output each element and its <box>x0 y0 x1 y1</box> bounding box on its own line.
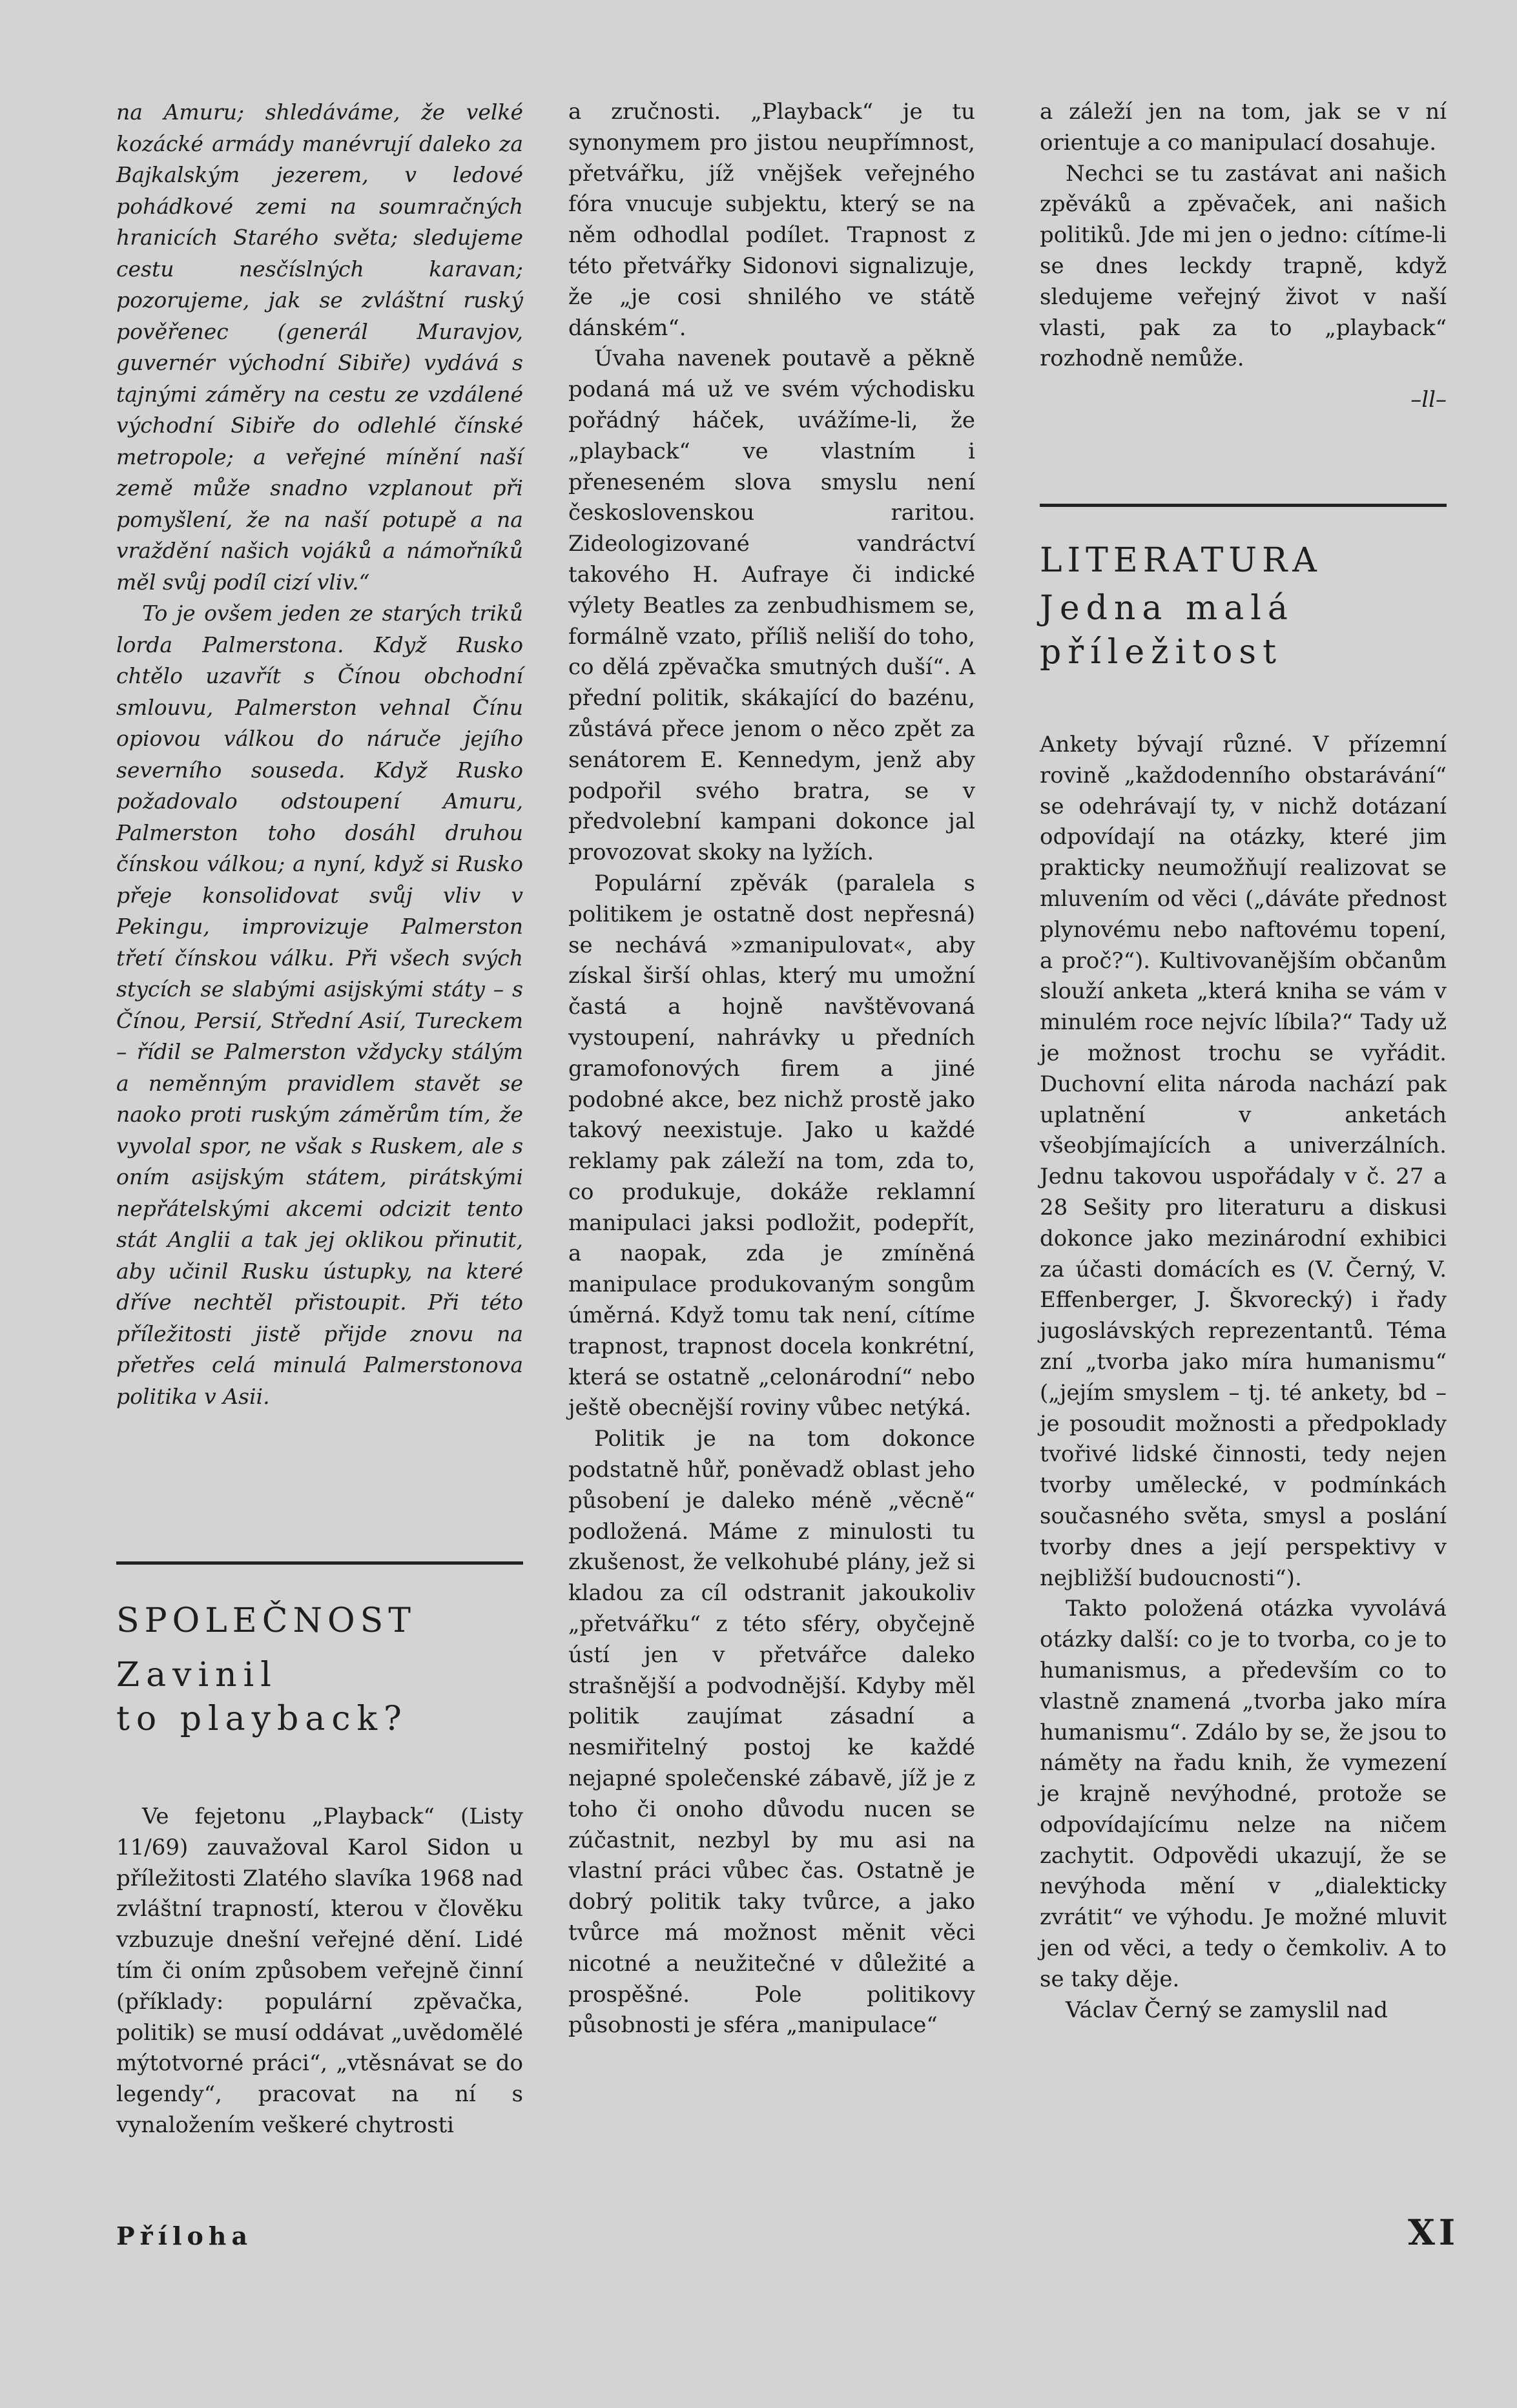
paragraph: Ankety bývají různé. V přízemní rovině „každodenního obstarávání“ se odehrávají ty, v nichž dotázaní odpovídají na otázky, které jim prakticky neumožňují realizovat se mluvením od věci („dáváte přednost plynovému nebo naftovému topení, a proč?“). Kultivovanějším občanům slouží anketa „která kniha se vám v minulém roce nejvíc líbila?“ Tady už je možnost trochu se vyřádit. Duchovní elita národa nachází pak uplatnění v anketách všeobjímajících a univerzálních. Jednu takovou uspořádaly v č. 27 a 28 Sešity pro literaturu a diskusi dokonce jako mezinárodní exhibici za účasti domácích es (V. Černý, V. Effenberger, J. Škvorecký) i řady jugoslávských reprezentantů. Téma zní „tvorba jako míra humanismu“ („jejím smyslem – tj. té ankety, bd – je posoudit možnosti a předpoklady tvořivé lidské činnosti, tedy nejen tvorby umělecké, v podmínkách současného světa, smysl a poslání tvorby dnes a její perspektivy v nejbližší budoucnosti“). <box>1040 732 1447 1591</box>
paragraph: To je ovšem jeden ze starých triků lorda Palmerstona. Když Rusko chtělo uzavřít s Čínou obchodní smlouvu, Palmerston vehnal Čínu opiovou válkou do náruče jejího severního souseda. Když Rusko požadovalo odstoupení Amuru, Palmerston toho dosáhl druhou čínskou válkou; a nyní, když si Rusko přeje konsolidovat svůj vliv v Pekingu, improvizuje Palmerston třetí čínskou válku. Při všech svých stycích se slabými asijskými státy – s Čínou, Persií, Střední Asií, Tureckem – řídil se Palmerston vždycky stálým a neměnným pravidlem stavět se naoko proti ruským záměrům tím, že vyvolal spor, ne však s Ruskem, ale s oním asijským státem, pirátskými nepřátelskými akcemi odcizit tento stát Anglii a tak jej oklikou přinutit, aby učinil Rusku ústupky, na které dříve nechtěl přistoupit. Při této příležitosti jistě přijde znovu na přetřes celá minulá Palmerstonova politika v Asii. <box>116 601 523 1409</box>
paragraph: Politik je na tom dokonce podstatně hůř, poněvadž oblast jeho působení je daleko méně „věcně“ podložená. Máme z minulosti tu zkušenost, že velkohubé plány, jež si kladou za cíl odstranit jakoukoliv „přetvářku“ z této sféry, obyčejně ústí jen v přetvářce daleko strašnější a podvodnější. Kdyby měl politik zaujímat zásadní a nesmiřitelný postoj ke každé nejapné společenské zábavě, jíž je z toho či onoho důvodu nucen se zúčastnit, nezbyl by mu asi na vlastní práci vůbec čas. Ostatně je dobrý politik taky tvůrce, a jako tvůrce má možnost měnit věci nicotné a neužitečné v důležité a prospěšné. Pole politikovy působnosti je sféra „manipulace“ <box>568 1426 975 2039</box>
column-3 <box>1040 97 1447 416</box>
paragraph: Ve fejetonu „Playback“ (Listy 11/69) zauvažoval Karol Sidon u příležitosti Zlatého slavíka 1968 nad zvláštní trapností, kterou v člověku vzbuzuje dnešní veřejné dění. Lidé tím či oním způsobem veřejně činní (příklady: populární zpěvačka, politik) se musí oddávat „uvědomělé mýtotvorné práci“, „vtěsnávat se do legendy“, pracovat na ní s vynaložením veškeré chytrosti <box>116 1804 523 2138</box>
paragraph: Takto položená otázka vyvolává otázky další: co je to tvorba, co je to humanismus, a především co to vlastně znamená „tvorba jako míra humanismu“. Zdálo by se, že jsou to náměty na řadu knih, že vymezení je krajně nevýhodné, protože se odpovídajícímu nelze na ničem zachytit. Odpovědi ukazují, že se nevýhoda mění v „dialekticky zvrátit“ ve výhodu. Je možné mluvit jen od věci, a tedy o čemkoliv. A to se taky děje. <box>1040 1596 1447 1992</box>
footer-section-label: Příloha <box>116 2221 253 2250</box>
column-2 <box>568 97 975 2041</box>
paragraph: a záleží jen na tom, jak se v ní orientuje a co manipulací dosahuje. <box>1040 99 1447 156</box>
paragraph: Václav Černý se zamyslil nad <box>1066 1997 1388 2023</box>
section-heading-literature: LITERATURA <box>1040 541 1322 580</box>
article-title-literature <box>1040 586 1294 674</box>
paragraph: Nechci se tu zastávat ani našich zpěváků a zpěvaček, ani našich politiků. Jde mi jen o jedno: cítíme-li se dnes leckdy trapně, když sledujeme veřejný život v naší vlasti, pak za to „playback“ rozhodně nemůže. <box>1040 160 1447 372</box>
page-number: XI <box>1408 2212 1460 2253</box>
author-signature: –ll– <box>1410 387 1447 413</box>
section-divider <box>116 1561 523 1565</box>
section-heading-society: SPOLEČNOST <box>116 1601 416 1640</box>
article-title-playback <box>116 1653 408 1741</box>
section-divider <box>1040 504 1447 507</box>
paragraph: Úvaha navenek poutavě a pěkně podaná má už ve svém východisku pořádný háček, uvážíme-li, že „playback“ ve vlastním i přeneseném slova smyslu není československou raritou. Zideologizované vandráctví takového H. Aufraye či indické výlety Beatles za zenbudhismem se, formálně vzato, příliš neliší do toho, co dělá zpěvačka smutných duší“. A přední politik, skákající do bazénu, zůstává přece jenom o něco zpět za senátorem E. Kennedym, jenž aby podpořil svého bratra, se v předvolební kampani dokonce jal provozovat skoky na lyžích. <box>568 345 975 866</box>
paragraph: a zručnosti. „Playback“ je tu synonymem pro jistou neupřímnost, přetvářku, jíž vnějšek veřejného fóra vnucuje subjektu, který se na něm odhodlal podílet. Trapnost z této přetvářky Sidonovi signalizuje, že „je cosi shnilého ve státě dánském“. <box>568 99 975 341</box>
article-title-line: Zavinil <box>116 1656 278 1694</box>
article-playback-start <box>116 1802 523 2141</box>
article-title-line: Jedna malá <box>1040 589 1294 628</box>
column-1 <box>116 97 523 1412</box>
article-title-line: to playback? <box>116 1700 408 1738</box>
article-title-line: příležitost <box>1040 633 1283 672</box>
article-literature <box>1040 730 1447 2026</box>
paragraph: Populární zpěvák (paralela s politikem je ostatně dost nepřesná) se nechává »zmanipulovat«, aby získal širší ohlas, který mu umožní častá a hojně navštěvovaná vystoupení, nahrávky u předních gramofonových firem a jiné podobné akce, bez nichž prostě jako takový neexistuje. Jako u každé reklamy pak záleží na tom, zda to, co produkuje, dokáže reklamní manipulaci jaksi podložit, podepřít, a naopak, zda je zmíněná manipulace produkovaným songům úměrná. Když tomu tak není, cítíme trapnost, trapnost docela konkrétní, která se ostatně „celonárodní“ nebo ještě obecnější roviny vůbec netýká. <box>568 870 975 1421</box>
paragraph: na Amuru; shledáváme, že velké kozácké armády manévrují daleko za Bajkalským jezerem, v ledové pohádkové zemi na soumračných hranicích Starého světa; sledujeme cestu nesčíslných karavan; pozorujeme, jak se zvláštní ruský pověřenec (generál Muravjov, guvernér východní Sibiře) vydává s tajnými záměry na cestu ze vzdálené východní Sibiře do odlehlé čínské metropole; a veřejné mínění naší země může snadno vzplanout při pomyšlení, že na naší potupě a na vraždění našich vojáků a námořníků měl svůj podíl cizí vliv.“ <box>116 99 523 595</box>
